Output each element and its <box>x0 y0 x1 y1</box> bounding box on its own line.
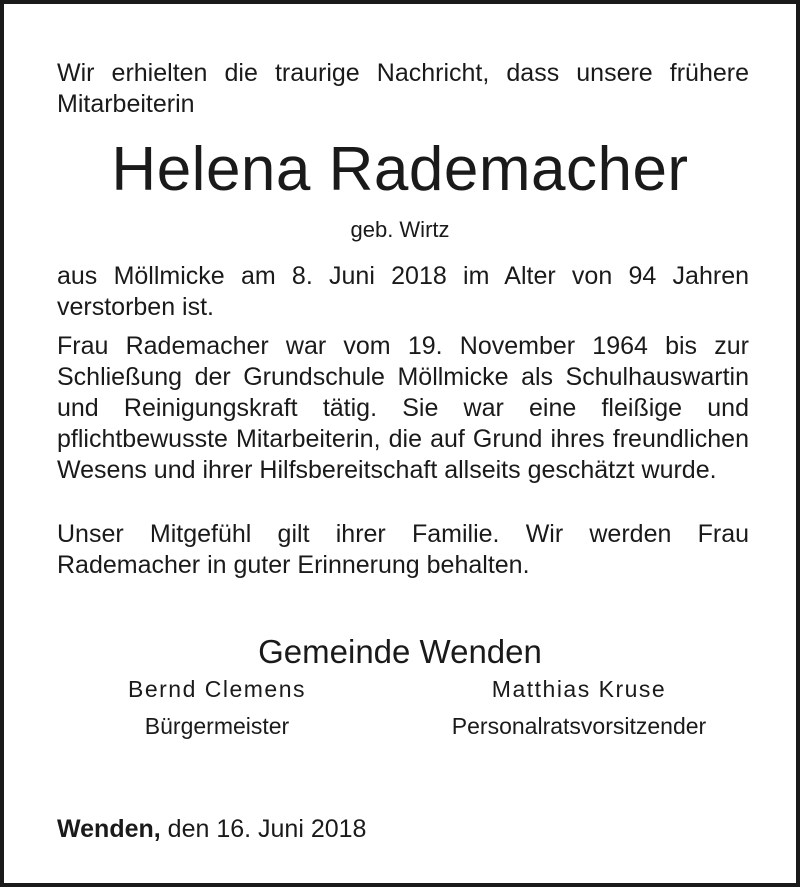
intro-text: Wir erhielten die traurige Nachricht, dass unsere frühere Mitarbeiterin <box>57 59 749 118</box>
dateline <box>57 814 366 845</box>
dateline-place: Wenden, <box>57 815 161 843</box>
organization-name: Gemeinde Wenden <box>258 633 542 670</box>
maiden-name: geb. Wirtz <box>350 217 450 242</box>
signatory-name-left: Bernd Clemens <box>127 676 307 702</box>
condolence-text: Unser Mitgefühl gilt ihrer Familie. Wir werden Frau Rademacher in guter Erinnerung behalten. <box>57 520 749 579</box>
signature-right <box>429 674 729 741</box>
signatory-role-left: Bürgermeister <box>144 713 290 739</box>
death-info-text: aus Möllmicke am 8. Juni 2018 im Alter von 94 Jahren verstorben ist. <box>57 262 749 321</box>
dateline-date: den 16. Juni 2018 <box>167 815 367 843</box>
biography-text: Frau Rademacher war vom 19. November 1964 bis zur Schließung der Grundschule Möllmicke als Schulhauswartin und Reinigungskraft tätig. Sie war eine fleißige und pflichtbewusste Mitarbeiterin, die auf Grund ihres freundlichen Wesens und ihrer Hilfsbereitschaft allseits geschätzt wurde. <box>57 332 749 484</box>
deceased-name: Helena Rademacher <box>111 135 689 204</box>
signature-left <box>67 674 367 741</box>
signatory-name-right: Matthias Kruse <box>491 676 667 702</box>
signatory-role-right: Personalratsvorsitzender <box>451 713 707 739</box>
